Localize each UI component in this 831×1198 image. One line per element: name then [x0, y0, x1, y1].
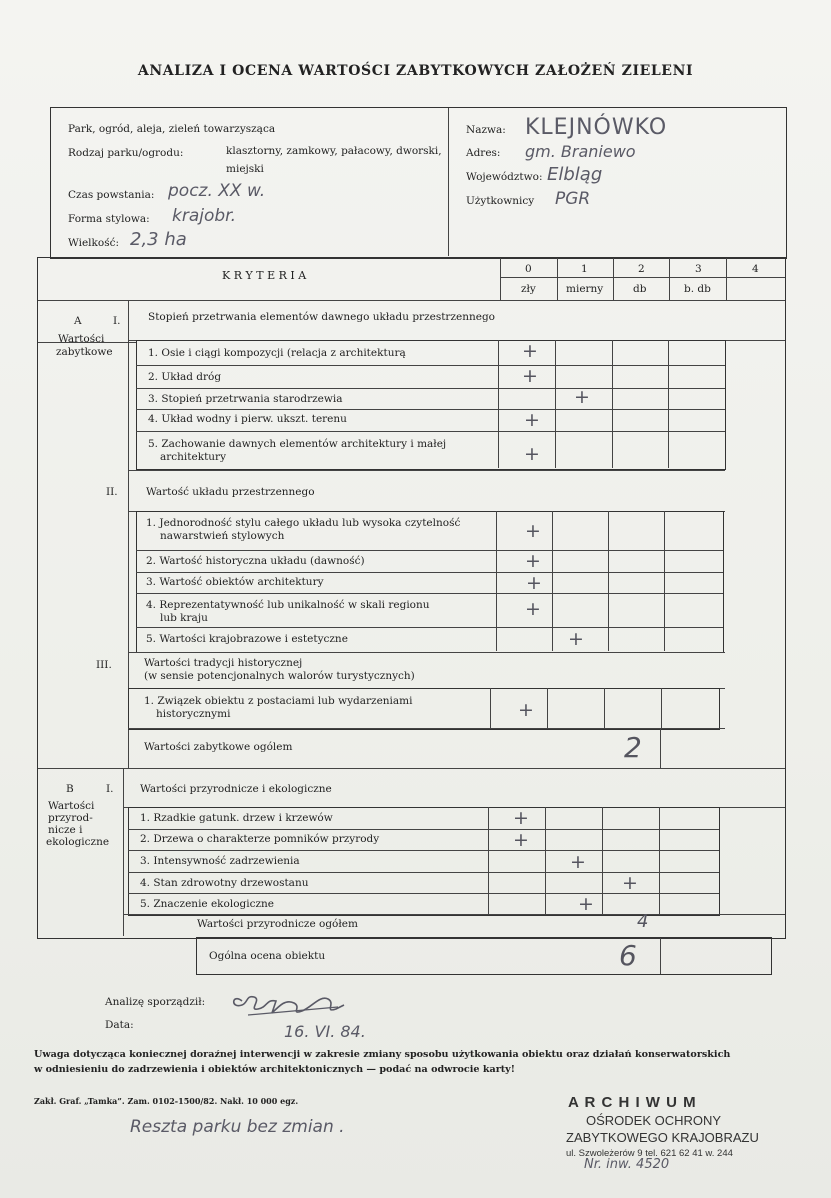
mark-a-i-3: + [574, 386, 590, 408]
section-a-side-line [38, 342, 136, 343]
a-ii-row-3: 3. Wartość obiektów architektury [146, 576, 324, 588]
a-total-top-line [128, 728, 725, 729]
a-i-col-line-3 [668, 340, 669, 468]
a-i-row-5: 5. Zachowanie dawnych elementów architektury i małej [148, 438, 447, 450]
col-line-2 [613, 258, 614, 300]
a-ii-row-line-4 [136, 627, 723, 628]
wielkosc-value: 2,3 ha [130, 229, 187, 250]
a-i-row-line-1 [136, 365, 725, 366]
uzyt-value: PGR [555, 189, 591, 209]
col-line-1 [557, 258, 558, 300]
a-iii-title-2: (w sensie potencjonalnych walorów turystycznych) [144, 670, 415, 682]
a-ii-row-4-cont: lub kraju [160, 612, 208, 624]
a-ii-row-line-2 [136, 572, 723, 573]
b-col-line-1 [545, 807, 546, 914]
a-ii-row-1: 1. Jednorodność stylu całego układu lub wysoka czytelność [146, 517, 461, 529]
note-line-2: w odniesieniu do zadrzewienia i obiektów architektonicznych — podać na odwrocie karty! [34, 1064, 515, 1075]
a-ii-col-line-1 [552, 511, 553, 651]
section-b-letter: B [66, 783, 74, 795]
czas-value: pocz. XX w. [168, 181, 266, 201]
date-label: Data: [105, 1019, 134, 1031]
page-title: ANALIZA I OCENA WARTOŚCI ZABYTKOWYCH ZAŁOŻEŃ ZIELENI [137, 63, 694, 79]
stamp-line-3: ZABYTKOWEGO KRAJOBRAZU [566, 1130, 759, 1145]
b-row-5: 5. Znaczenie ekologiczne [140, 898, 275, 910]
a-ii-col-line-3 [664, 511, 665, 651]
col-number-0: 0 [525, 263, 532, 275]
a-iii-row-1: 1. Związek obiektu z postaciami lub wydarzeniami [144, 695, 413, 707]
header-divider [448, 108, 449, 256]
forma-value: krajobr. [172, 206, 236, 226]
a-i-row-2: 2. Układ dróg [148, 371, 222, 383]
b-row-3: 3. Intensywność zadrzewienia [140, 855, 300, 867]
b-row-line-2 [128, 850, 719, 851]
section-b-side-4: ekologiczne [46, 836, 110, 848]
stamp-inventory: Nr. inw. 4520 [584, 1157, 670, 1172]
col-name-1: mierny [566, 283, 604, 295]
a-ii-title: Wartość układu przestrzennego [146, 486, 315, 498]
a-total-divider [660, 728, 661, 768]
nazwa-value: KLEJNÓWKO [525, 115, 668, 140]
section-a-roman: I. [113, 315, 121, 327]
a-total-label: Wartości zabytkowe ogólem [144, 741, 293, 753]
b-row-line-1 [128, 829, 719, 830]
b-row-4: 4. Stan zdrowotny drzewostanu [140, 877, 309, 889]
uzyt-label: Użytkownicy [466, 195, 535, 207]
a-i-row-5-cont: architektury [160, 451, 227, 463]
stamp-line-4: ul. Szwoleżerów 9 tel. 621 62 41 w. 244 [566, 1148, 733, 1159]
woj-label: Województwo: [466, 171, 543, 183]
mark-a-ii-3: + [526, 572, 542, 594]
a-ii-row-5: 5. Wartości krajobrazowe i estetyczne [146, 633, 348, 645]
a-i-col-line-2 [612, 340, 613, 468]
a-ii-row-2: 2. Wartość historyczna układu (dawność) [146, 555, 365, 567]
mark-a-i-4: + [524, 409, 540, 431]
col-name-0: zły [521, 283, 536, 295]
adres-label: Adres: [466, 147, 501, 159]
section-a-side-1: Wartości [58, 333, 105, 345]
overall-label: Ogólna ocena obiektu [209, 950, 326, 962]
col-number-2: 2 [638, 263, 645, 275]
a-ii-row-line-1 [136, 550, 723, 551]
section-b-side-1: Wartości [48, 800, 95, 812]
b-row-2: 2. Drzewa o charakterze pomników przyrody [140, 833, 380, 845]
section-b-side-3: nicze i [48, 824, 83, 836]
signature [228, 985, 358, 1025]
rodzaj-options: klasztorny, zamkowy, pałacowy, dworski, [226, 145, 442, 157]
col-name-2: db [633, 283, 647, 295]
b-col-line-2 [602, 807, 603, 914]
analysis-label: Analizę sporządził: [105, 996, 206, 1008]
a-iii-col-line-1 [547, 688, 548, 728]
a-iii-row-1-cont: historycznymi [156, 708, 231, 720]
section-divider [38, 768, 785, 769]
mark-b-4: + [622, 872, 638, 894]
a-ii-col-line-0 [496, 511, 497, 651]
note-line-1: Uwaga dotycząca koniecznej doraźnej interwencji w zakresie zmiany sposobu użytkowania obiektu oraz działań konserwatorskich [34, 1049, 731, 1060]
b-total-value: 4 [637, 911, 649, 932]
a-iii-roman: III. [96, 659, 112, 671]
rodzaj-options-2: miejski [226, 163, 264, 175]
woj-value: Elbląg [547, 164, 603, 185]
col-line-4 [726, 258, 727, 300]
overall-value: 6 [619, 939, 637, 972]
a-i-row-line-2 [136, 388, 725, 389]
a-ii-row-4: 4. Reprezentatywność lub unikalność w skali regionu [146, 599, 430, 611]
a-ii-row-1-cont: nawarstwień stylowych [160, 530, 285, 542]
a-i-row-3: 3. Stopień przetrwania starodrzewia [148, 393, 343, 405]
section-a-side-2: zabytkowe [56, 346, 113, 358]
col-number-4: 4 [752, 263, 759, 275]
col-number-1: 1 [581, 263, 588, 275]
mark-b-5: + [578, 893, 594, 915]
a-i-col-line-1 [555, 340, 556, 468]
a-i-col-line-0 [498, 340, 499, 468]
a-i-row-4: 4. Układ wodny i pierw. ukszt. terenu [148, 413, 347, 425]
b-col-line-3 [659, 807, 660, 914]
b-col-line-0 [488, 807, 489, 914]
a-ii-col-line-2 [608, 511, 609, 651]
nazwa-label: Nazwa: [466, 124, 506, 136]
mark-a-iii-1: + [518, 699, 534, 721]
a-i-row-line-4 [136, 431, 725, 432]
b-title: Wartości przyrodnicze i ekologiczne [140, 783, 332, 795]
kryteria-mid-line [500, 277, 785, 278]
date-value: 16. VI. 84. [284, 1022, 366, 1041]
section-b-roman: I. [106, 783, 114, 795]
section-a-letter: A [74, 315, 82, 327]
a-iii-col-line-0 [490, 688, 491, 728]
kryteria-bottom-line [38, 300, 785, 301]
col-line-3 [669, 258, 670, 300]
overall-divider [660, 938, 661, 974]
handwritten-note: Reszta parku bez zmian . [130, 1117, 345, 1137]
a-total-value: 2 [624, 731, 642, 764]
b-row-1: 1. Rzadkie gatunk. drzew i krzewów [140, 812, 333, 824]
a-i-title: Stopień przetrwania elementów dawnego układu przestrzennego [148, 311, 495, 323]
print-info: Zakł. Graf. „Tamka”. Zam. 0102-1500/82. Nakł. 10 000 egz. [34, 1096, 299, 1106]
mark-a-ii-4: + [525, 598, 541, 620]
a-i-row-1: 1. Osie i ciągi kompozycji (relacja z architekturą [148, 347, 406, 359]
mark-a-ii-5: + [568, 628, 584, 650]
mark-a-i-5: + [524, 443, 540, 465]
park-line: Park, ogród, aleja, zieleń towarzysząca [68, 123, 276, 135]
mark-b-1: + [513, 807, 529, 829]
stamp-archiwum: A R C H I W U M [568, 1094, 697, 1111]
col-line-0 [500, 258, 501, 300]
wielkosc-label: Wielkość: [68, 237, 120, 249]
mark-b-3: + [570, 851, 586, 873]
a-i-row-line-3 [136, 409, 725, 410]
col-name-3: b. db [684, 283, 711, 295]
mark-a-ii-1: + [525, 520, 541, 542]
mark-b-2: + [513, 829, 529, 851]
czas-label: Czas powstania: [68, 189, 155, 201]
forma-label: Forma stylowa: [68, 213, 150, 225]
a-iii-col-line-3 [661, 688, 662, 728]
stamp-line-2: OŚRODEK OCHRONY [586, 1113, 722, 1128]
a-ii-top-line [128, 470, 725, 471]
col-number-3: 3 [695, 263, 702, 275]
b-total-top-line [123, 914, 785, 915]
mark-a-i-1: + [522, 340, 538, 362]
b-total-label: Wartości przyrodnicze ogółem [197, 918, 358, 930]
mark-a-i-2: + [522, 365, 538, 387]
kryteria-label: K R Y T E R I A [222, 269, 307, 282]
a-iii-top-line [128, 652, 725, 653]
adres-value: gm. Braniewo [525, 142, 636, 161]
section-b-left-divider [123, 768, 124, 936]
section-b-side-2: przyrod- [48, 812, 93, 824]
a-ii-row-line-3 [136, 593, 723, 594]
rodzaj-label: Rodzaj parku/ogrodu: [68, 147, 184, 159]
a-ii-roman: II. [106, 486, 118, 498]
a-iii-title: Wartości tradycji historycznej [144, 657, 303, 669]
a-iii-col-line-2 [604, 688, 605, 728]
mark-a-ii-2: + [525, 550, 541, 572]
